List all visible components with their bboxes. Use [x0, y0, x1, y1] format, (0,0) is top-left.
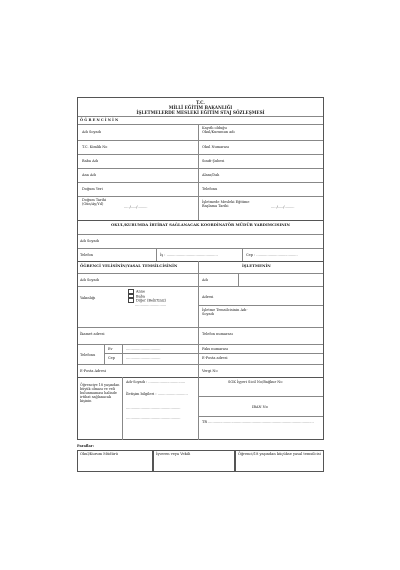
tc-kimlik-label: T.C. Kimlik No — [82, 145, 108, 149]
ev-cep-divider — [122, 344, 123, 364]
ev-blank: ............................... — [126, 347, 161, 351]
ikamet-label: İkamet adresi — [80, 332, 105, 336]
isletme-adi-divider — [238, 273, 239, 286]
koordinator-title-row — [78, 220, 323, 227]
diger-label: Diğer (Belirtiniz) — [136, 298, 167, 303]
isletme-adresi-label: Adresi — [202, 295, 214, 299]
ogrenci-title-row — [78, 116, 323, 122]
veli-isletme-title-row — [78, 261, 323, 268]
isletme-adi-label: Adı — [202, 278, 208, 282]
baba-adi-label: Baba Adı — [82, 159, 98, 163]
veli-adi-soyadi-label: Adı Soyadı — [80, 278, 99, 282]
row-adi-soyadi — [78, 124, 323, 135]
ogrenci-adi-soyadi-label: Adı Soyadı — [82, 130, 101, 134]
isveren-cell — [153, 450, 235, 472]
koord-adi-soyadi-label: Adı Soyadı — [80, 239, 99, 243]
okul-numarasi-label: Okul Numarası — [202, 145, 229, 149]
yakinligi-label: Yakınlığı — [80, 296, 96, 300]
irtibat-divider — [122, 377, 123, 440]
diger-checkbox[interactable] — [128, 298, 134, 303]
form-header — [78, 98, 323, 115]
header-line3: İŞLETMELERDE MESLEKİ EĞİTİM STAJ SÖZLEŞMESİ — [136, 110, 265, 116]
veli-cep-label: Cep — [108, 356, 115, 360]
ogrenci-paraf-label: Öğrenci/18 yaşından küçükse yasal temsilcisi — [238, 452, 321, 456]
row-ikamet — [78, 327, 323, 336]
irtibat-label: Öğrenciye 18 yaşından büyük olması ve veli bulunmaması halinde irtibat sağlanacak kişinin — [80, 383, 120, 403]
row-koord-telefon — [78, 248, 323, 257]
row-eposta — [78, 364, 323, 373]
koord-is-label: İş : .............................................. — [160, 253, 218, 257]
row-irtibat — [78, 377, 323, 424]
ogrenci-divider — [198, 124, 199, 220]
row-yakinligi — [78, 286, 323, 307]
iban-line — [199, 416, 323, 417]
ev-label: Ev — [108, 347, 113, 351]
veli-telefonu-label: Telefonu — [80, 353, 96, 357]
contract-form — [77, 97, 324, 440]
isveren-label: İşveren veya Vekili — [156, 452, 191, 456]
diger-blank: ............................ — [135, 302, 167, 307]
koord-divider-1 — [156, 248, 157, 261]
telefon-divider — [104, 344, 105, 364]
row-cep — [104, 353, 323, 360]
row-temsilci — [199, 305, 323, 317]
iban-tr-field: TR ............................................................................................... — [202, 420, 314, 424]
row-veli-adi — [78, 273, 323, 282]
anne-label: Anne — [136, 289, 146, 294]
row-ana — [78, 168, 323, 177]
okul-muduru-label: Okul/Kurum Müdürü — [80, 452, 118, 456]
koordinator-section-title: OKUL/KURUMDA İRTİBAT SAĞLANACAK KOORDİNATÖR MÜDÜR YARDIMCISININ — [111, 222, 290, 227]
ogrenci-section-title: Ö Ğ R E N C İ N İ N — [80, 118, 119, 122]
dogum-yeri-label: Doğum Yeri — [82, 187, 103, 191]
irtibat-adi-label: Adı-Soyadı : ................................. — [126, 380, 186, 384]
temsilci-label: İşletme Temsilcisinin Adı-Soyadı — [202, 308, 248, 317]
baslama-tarihi-blank: ...../...../......... — [271, 205, 295, 209]
koord-telefon-label: Telefon — [80, 253, 93, 257]
baba-label: Baba — [136, 293, 145, 298]
header-line2: MİLLÎ EĞİTİM BAKANLIĞI — [168, 105, 233, 111]
row-dogum-tarihi — [78, 196, 323, 209]
okul-muduru-cell — [77, 450, 153, 472]
ogrenci-telefonu-label: Telefonu — [202, 187, 218, 191]
koord-cep-label: Cep : ..................................... — [246, 253, 298, 257]
iban-label: IBAN No — [252, 405, 268, 409]
sgk-divider — [198, 377, 199, 440]
vergi-label: Vergi No — [202, 369, 218, 373]
isletme-section-title: İŞLETMENİN — [242, 263, 271, 268]
ana-adi-label: Ana Adı — [82, 173, 96, 177]
dogum-tarihi-blank: ...../...../......... — [124, 205, 148, 209]
veli-section-title: ÖĞRENCİ VELİSİNİN/YASAL TEMSİLCİSİNİN — [80, 263, 178, 268]
row-dogum-yeri — [78, 182, 323, 191]
iletisim-blank-2: ................................................. — [126, 416, 181, 420]
paraflar-section — [77, 444, 324, 472]
row-ev — [78, 344, 323, 357]
veli-isletme-divider — [198, 261, 199, 377]
row-tc — [78, 140, 323, 149]
alani-dali-label: Alanı/Dalı — [202, 173, 220, 177]
isletme-telefon-label: Telefon numarası — [202, 332, 233, 336]
sgk-label: SGK İşyeri Sicil No/Bağkur No — [228, 380, 283, 384]
iletisim-label: İletişim bilgileri : ........................... — [126, 392, 188, 396]
dogum-tarihi-label: Doğum Tarihi (Gün/Ay/Yıl) — [82, 198, 107, 207]
ogrenci-paraf-cell — [235, 450, 324, 472]
paraflar-title: Paraflar: — [77, 444, 94, 448]
sgk-bottom-line — [199, 396, 323, 397]
baslama-tarihi-label: İşletmede Mesleki Eğitime Başlama Tarihi — [202, 200, 250, 209]
sinifi-subesi-label: Sınıfı-Şubesi — [202, 159, 225, 163]
isletme-eposta-label: E-Posta adresi — [202, 356, 228, 360]
koord-divider-2 — [242, 248, 243, 261]
kayitli-okul-label: Kayıtlı olduğu Okul/Kurumun adı — [202, 126, 235, 135]
veli-eposta-label: E-Posta Adresi — [80, 369, 106, 373]
row-baba — [78, 154, 323, 163]
iletisim-blank-1: ................................................. — [126, 406, 181, 410]
row-koord-adi — [78, 234, 323, 243]
yakinlik-options — [128, 289, 166, 307]
header-line1: T.C. — [196, 100, 205, 105]
veli-cep-blank: ............................... — [126, 356, 161, 360]
faks-label: Faks numarası — [202, 347, 228, 351]
